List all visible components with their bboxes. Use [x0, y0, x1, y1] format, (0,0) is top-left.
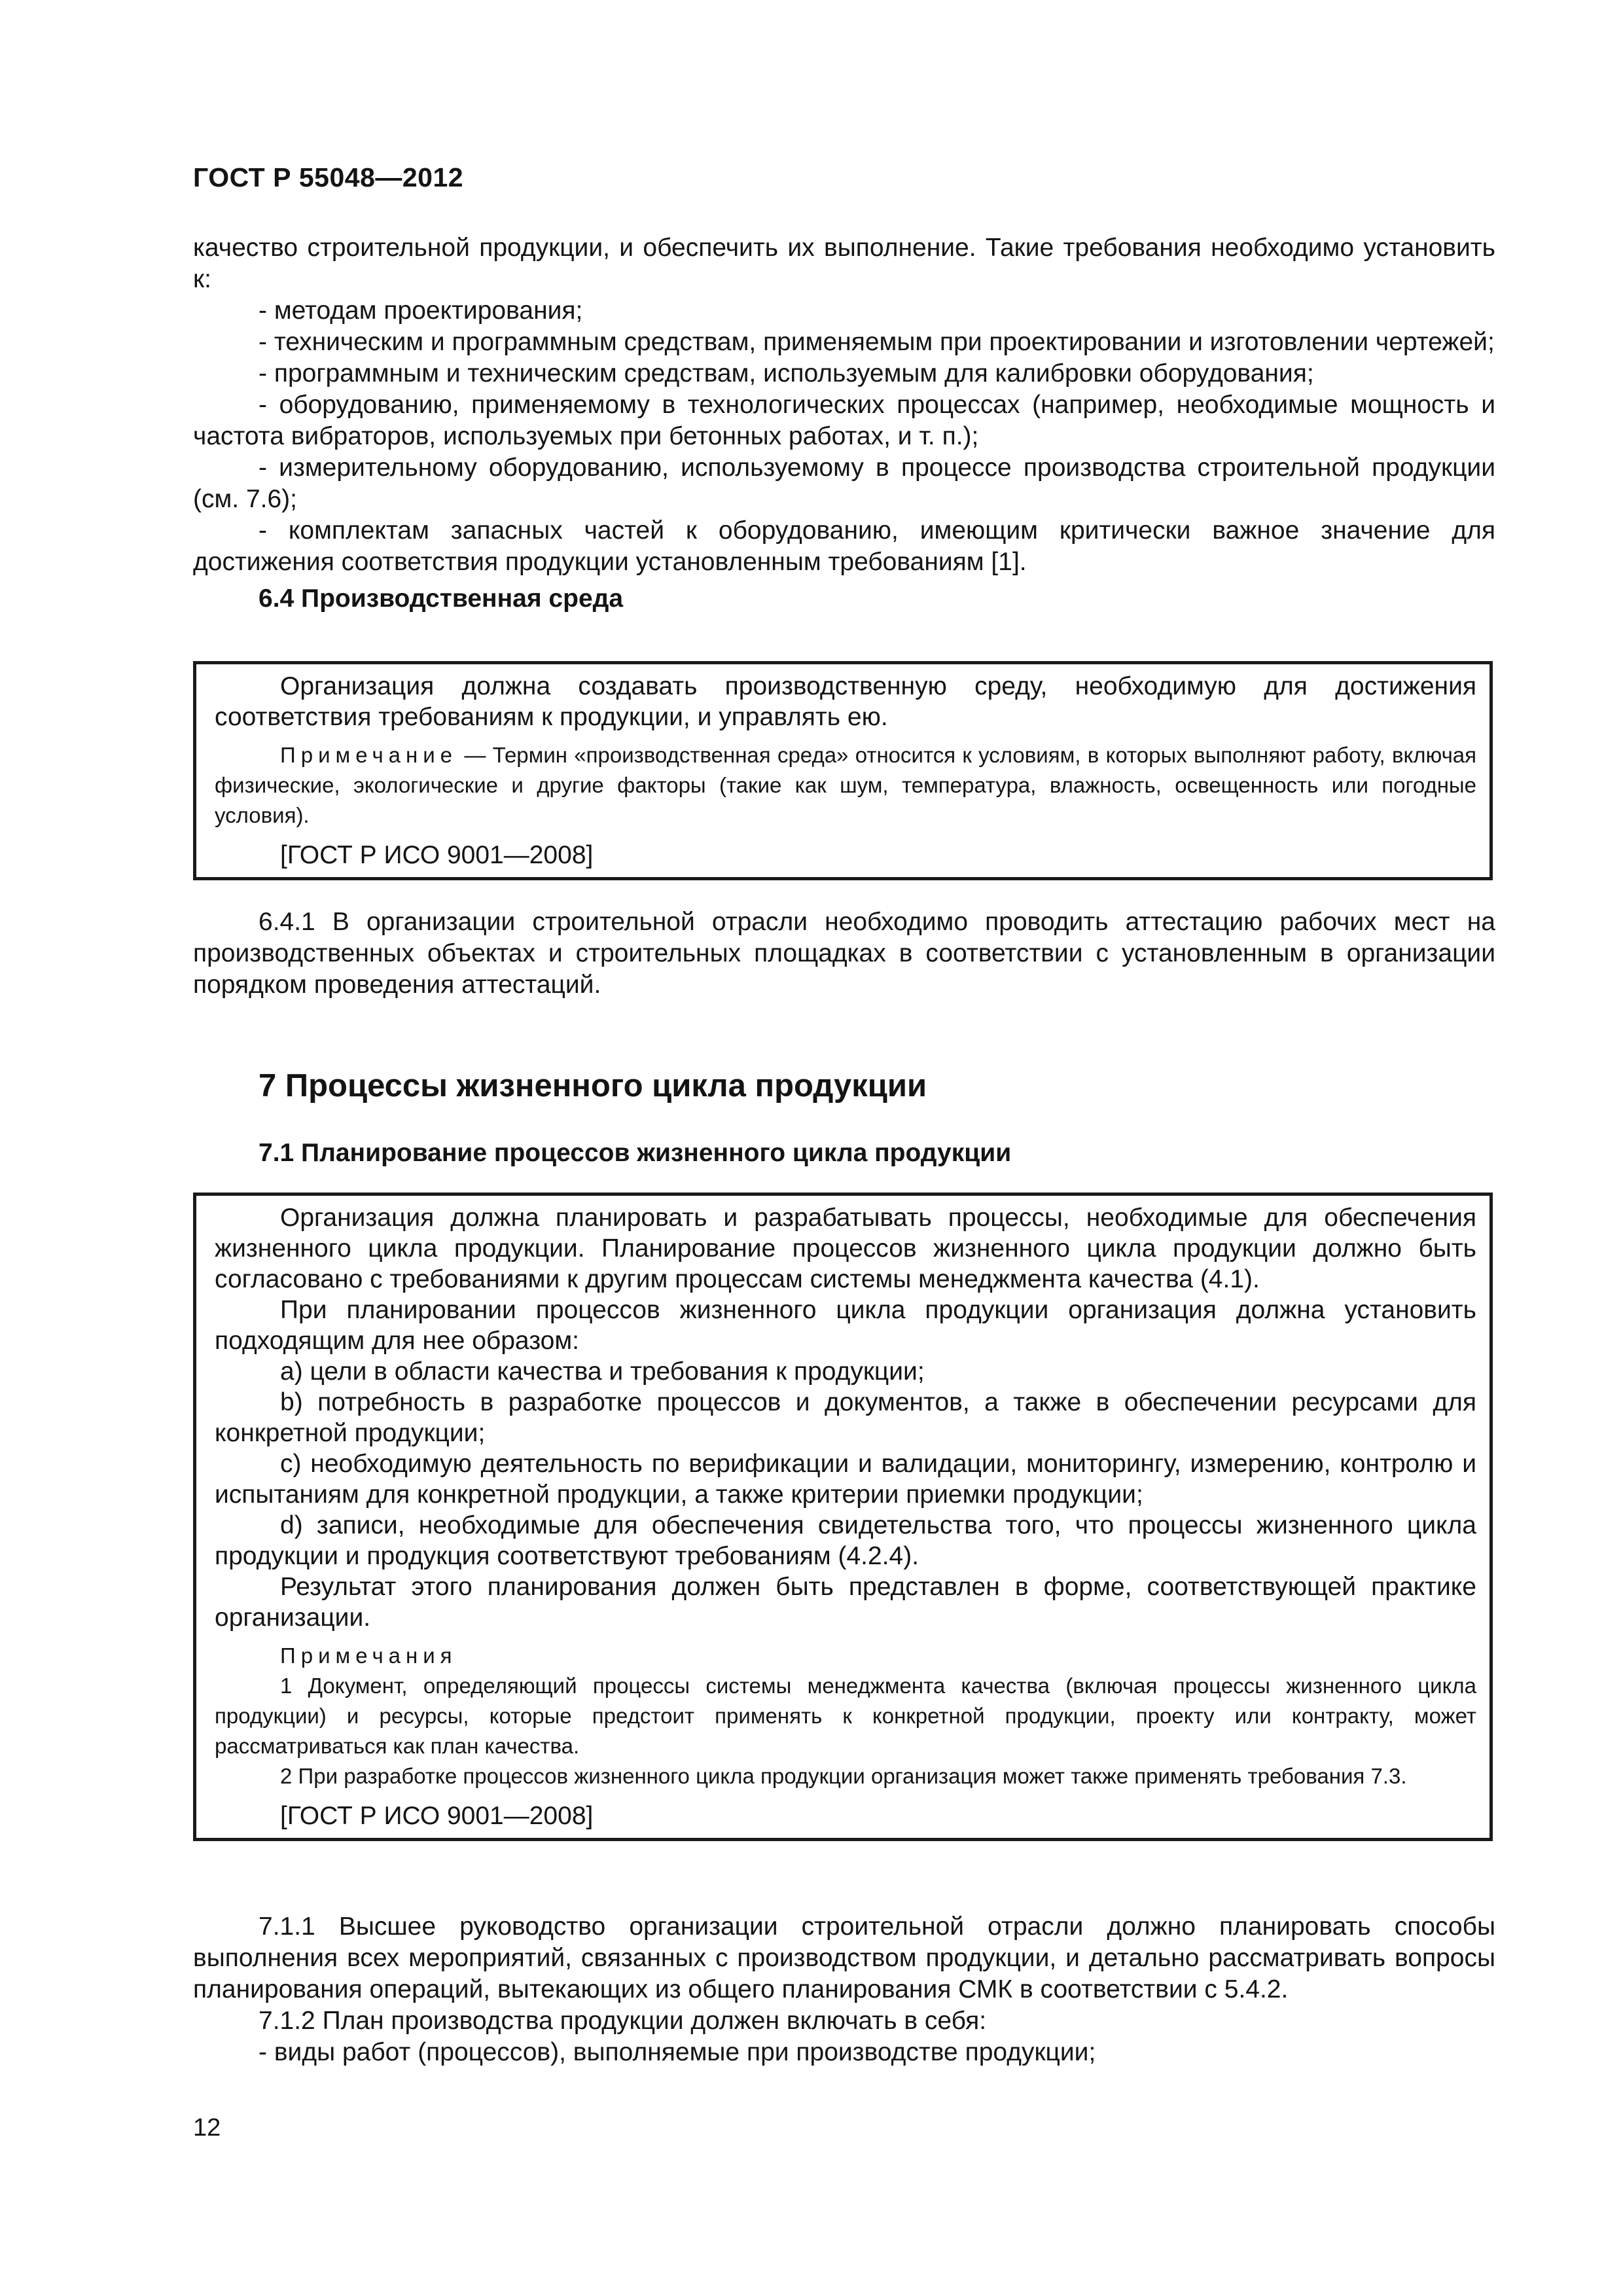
list-item: - техническим и программным средствам, применяемым при проектировании и изготовлении чертежей; [259, 328, 1495, 356]
list-item: - оборудованию, применяемому в технологических процессах (например, необходимые мощность и частота вибраторов, используемых при бетонных работах, и т. п.); [193, 391, 1495, 450]
list-item: - виды работ (процессов), выполняемые при производстве продукции; [259, 2038, 1096, 2066]
page-number: 12 [193, 2114, 221, 2142]
list-item: - программным и техническим средствам, используемым для калибровки оборудования; [259, 359, 1314, 387]
list-item: c) необходимую деятельность по верификации и валидации, мониторингу, измерению, контролю и испытаниям для конкретной продукции, а также критерии приемки продукции; [215, 1450, 1476, 1509]
note-label: Примечание [280, 743, 458, 767]
section-heading-7-1: 7.1 Планирование процессов жизненного цикла продукции [259, 1139, 1012, 1167]
intro-paragraph: качество строительной продукции, и обеспечить их выполнение. Такие требования необходимо установить к: [193, 234, 1495, 293]
paragraph-7-1-2: 7.1.2 План производства продукции должен включать в себя: [259, 2007, 987, 2035]
box-paragraph: Результат этого планирования должен быть представлен в форме, соответствующей практике организации. [215, 1573, 1476, 1632]
list-item: - измерительному оборудованию, используемому в процессе производства строительной продукции (см. 7.6); [193, 454, 1495, 513]
paragraph-6-4-1: 6.4.1 В организации строительной отрасли необходимо проводить аттестацию рабочих мест на производственных объектах и строительных площадках в соответствии с установленным в организации порядком проведения аттестаций. [193, 908, 1495, 999]
section-7-1-1 [193, 1911, 1495, 2068]
note-paragraph [215, 740, 1476, 831]
section-heading-6-4: 6.4 Производственная среда [259, 584, 624, 613]
section-6-4-1 [193, 906, 1495, 1001]
quote-box-6-4 [193, 661, 1493, 880]
list-item: - комплектам запасных частей к оборудованию, имеющим критически важное значение для достижения соответствия продукции установленным требованиям [1]. [193, 516, 1495, 576]
chapter-heading-7: 7 Процессы жизненного цикла продукции [259, 1068, 927, 1103]
box-paragraph: Организация должна планировать и разрабатывать процессы, необходимые для обеспечения жизненного цикла продукции. Планирование процессов жизненного цикла продукции должно быть согласовано с требованиями к другим процессам системы менеджмента качества (4.1). [215, 1204, 1476, 1293]
citation: [ГОСТ Р ИСО 9001—2008] [280, 1802, 594, 1830]
paragraph-7-1-1: 7.1.1 Высшее руководство организации строительной отрасли должно планировать способы выполнения всех мероприятий, связанных с производством продукции, и детально рассматривать вопросы планирования операций, вытекающих из общего планирования СМК в соответствии с 5.4.2. [193, 1912, 1495, 2003]
note-text: — Термин «производственная среда» относится к условиям, в которых выполняют работу, включая физические, экологические и другие факторы (такие как шум, температура, влажность, освещенность или погодные условия). [215, 743, 1476, 827]
box-paragraph: При планировании процессов жизненного цикла продукции организация должна установить подходящим для нее образом: [215, 1296, 1476, 1355]
note-1: 1 Документ, определяющий процессы системы менеджмента качества (включая процессы жизненного цикла продукции) и ресурсы, которые предстоит применять к конкретной продукции, проекту или контракту, может рассматриваться как план качества. [215, 1674, 1476, 1758]
document-header: ГОСТ Р 55048—2012 [193, 162, 464, 192]
note-2: 2 При разработке процессов жизненного цикла продукции организация может также применять требования 7.3. [280, 1764, 1407, 1788]
intro-section [193, 232, 1495, 615]
chapter-7-heading-block [193, 1067, 1495, 1169]
list-item: d) записи, необходимые для обеспечения свидетельства того, что процессы жизненного цикла продукции и продукция соответствуют требованиям (4.2.4). [215, 1511, 1476, 1570]
citation: [ГОСТ Р ИСО 9001—2008] [280, 841, 594, 869]
notes-label: Примечания [280, 1643, 457, 1668]
list-item: - методам проектирования; [259, 296, 583, 325]
quote-box-7-1 [193, 1193, 1493, 1841]
box-paragraph: Организация должна создавать производственную среду, необходимую для достижения соответствия требованиям к продукции, и управлять ею. [215, 672, 1476, 731]
list-item: b) потребность в разработке процессов и документов, а также в обеспечении ресурсами для конкретной продукции; [215, 1388, 1476, 1447]
list-item: a) цели в области качества и требования к продукции; [280, 1357, 925, 1386]
